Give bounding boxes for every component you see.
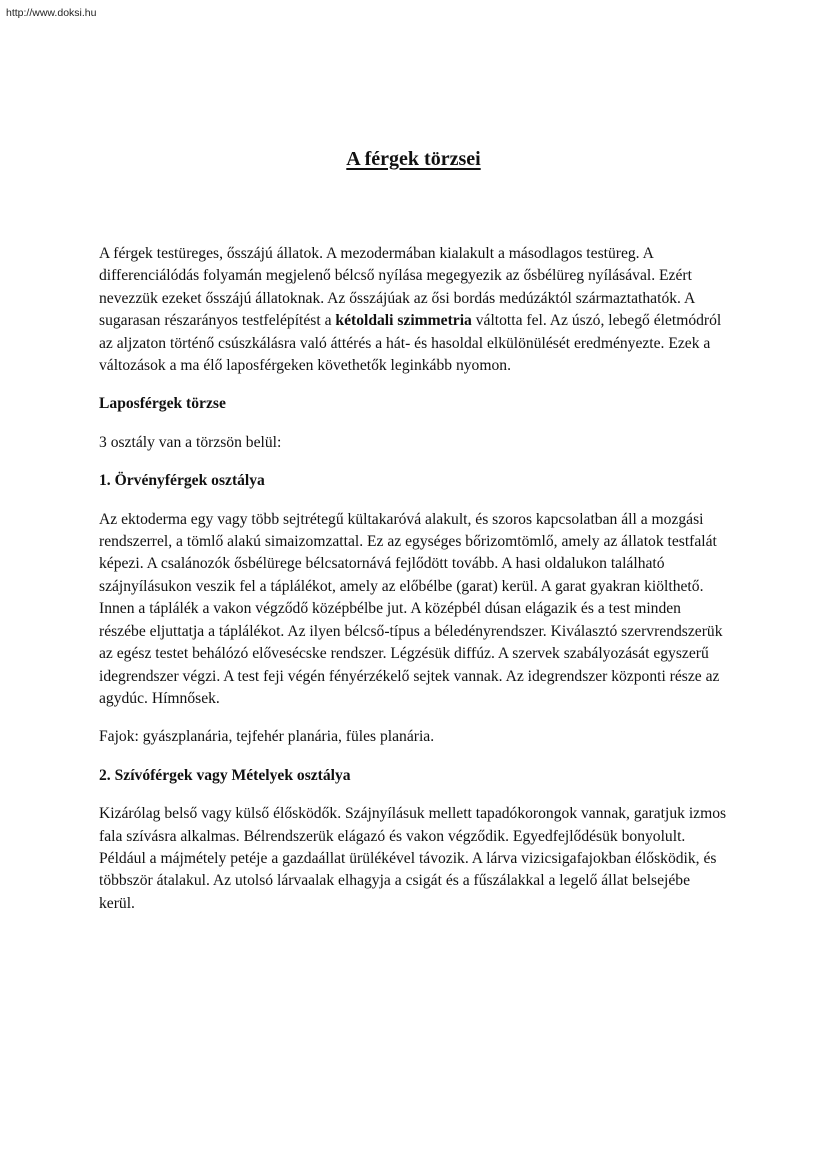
intro-text-end: váltotta fel. Az úszó, lebegő életmódról az aljzaton történő csúszkálásra való áttérés a hát- és hasoldal elkülönülését eredményezte. Ezek a változások a ma élő laposférgeken követhetők leginkább nyomon. bbox=[99, 312, 722, 375]
class1-species: Fajok: gyászplanária, tejfehér planária, füles planária. bbox=[99, 728, 435, 746]
page-title: A férgek törzsei bbox=[346, 148, 481, 170]
class2-heading: 2. Szívóférgek vagy Mételyek osztálya bbox=[99, 766, 351, 784]
intro-paragraph bbox=[99, 243, 729, 377]
class1-body: Az ektoderma egy vagy több sejtrétegű kültakaróvá alakult, és szoros kapcsolatban áll a mozgási rendszerrel, a tömlő alakú simaizomzattal. Ez az egységes bőrizomtömlő, amely az állatok testfalát képezi. A csalánozók ősbélürege bélcsatornává fejlődött tovább. A hasi oldalukon található szájnyílásukon veszik fel a táplálékot, amely az előbélbe (garat) kerül. A garat gyakran kiölthető. Innen a táplálék a vakon végződő középbélbe jut. A középbél dúsan elágazik és a test minden részébe eljuttatja a táplálékot. Az ilyen bélcső-típus a béledényrendszer. Kiválasztó szervrendszerük az egész testet behálózó elővesécske rendszer. Légzésük diffúz. A szervek szabályozását egyszerű idegrendszer végzi. A test feji végén fényérzékelő sejtek vannak. Az idegrendszer központi része az agydúc. Hímnősek. bbox=[99, 510, 723, 707]
intro-text-start: A férgek testüreges, ősszájú állatok. A mezodermában kialakult a másodlagos testüreg. A differenciálódás folyamán megjelenő bélcső nyílása megegyezik az ősbélüreg nyílásával. Ezért nevezzük ezeket ősszájú állatoknak. Az ősszájúak az ősi bordás medúzáktól származtathatók. A sugarasan részarányos testfelépítést a bbox=[99, 245, 695, 330]
class1-heading: 1. Örvényférgek osztálya bbox=[99, 472, 265, 490]
source-url[interactable]: http://www.doksi.hu bbox=[6, 7, 97, 19]
class-count-text: 3 osztály van a törzsön belül: bbox=[99, 433, 282, 451]
document-body bbox=[99, 243, 729, 931]
class2-body: Kizárólag belső vagy külső élősködők. Szájnyílásuk mellett tapadókorongok vannak, garatjuk izmos fala szívásra alkalmas. Bélrendszerük elágazó és vakon végződik. Egyedfejlődésük bonyolult. Például a májmétely petéje a gazdaállat ürülékével távozik. A lárva vizicsigafajokban élősködik, és többször átalakul. Az utolsó lárvaalak elhagyja a csigát és a fűszálakkal a legelő állat belsejébe kerül. bbox=[99, 805, 727, 912]
section-heading: Laposférgek törzse bbox=[99, 395, 226, 413]
intro-bold-term: kétoldali szimmetria bbox=[335, 312, 472, 330]
